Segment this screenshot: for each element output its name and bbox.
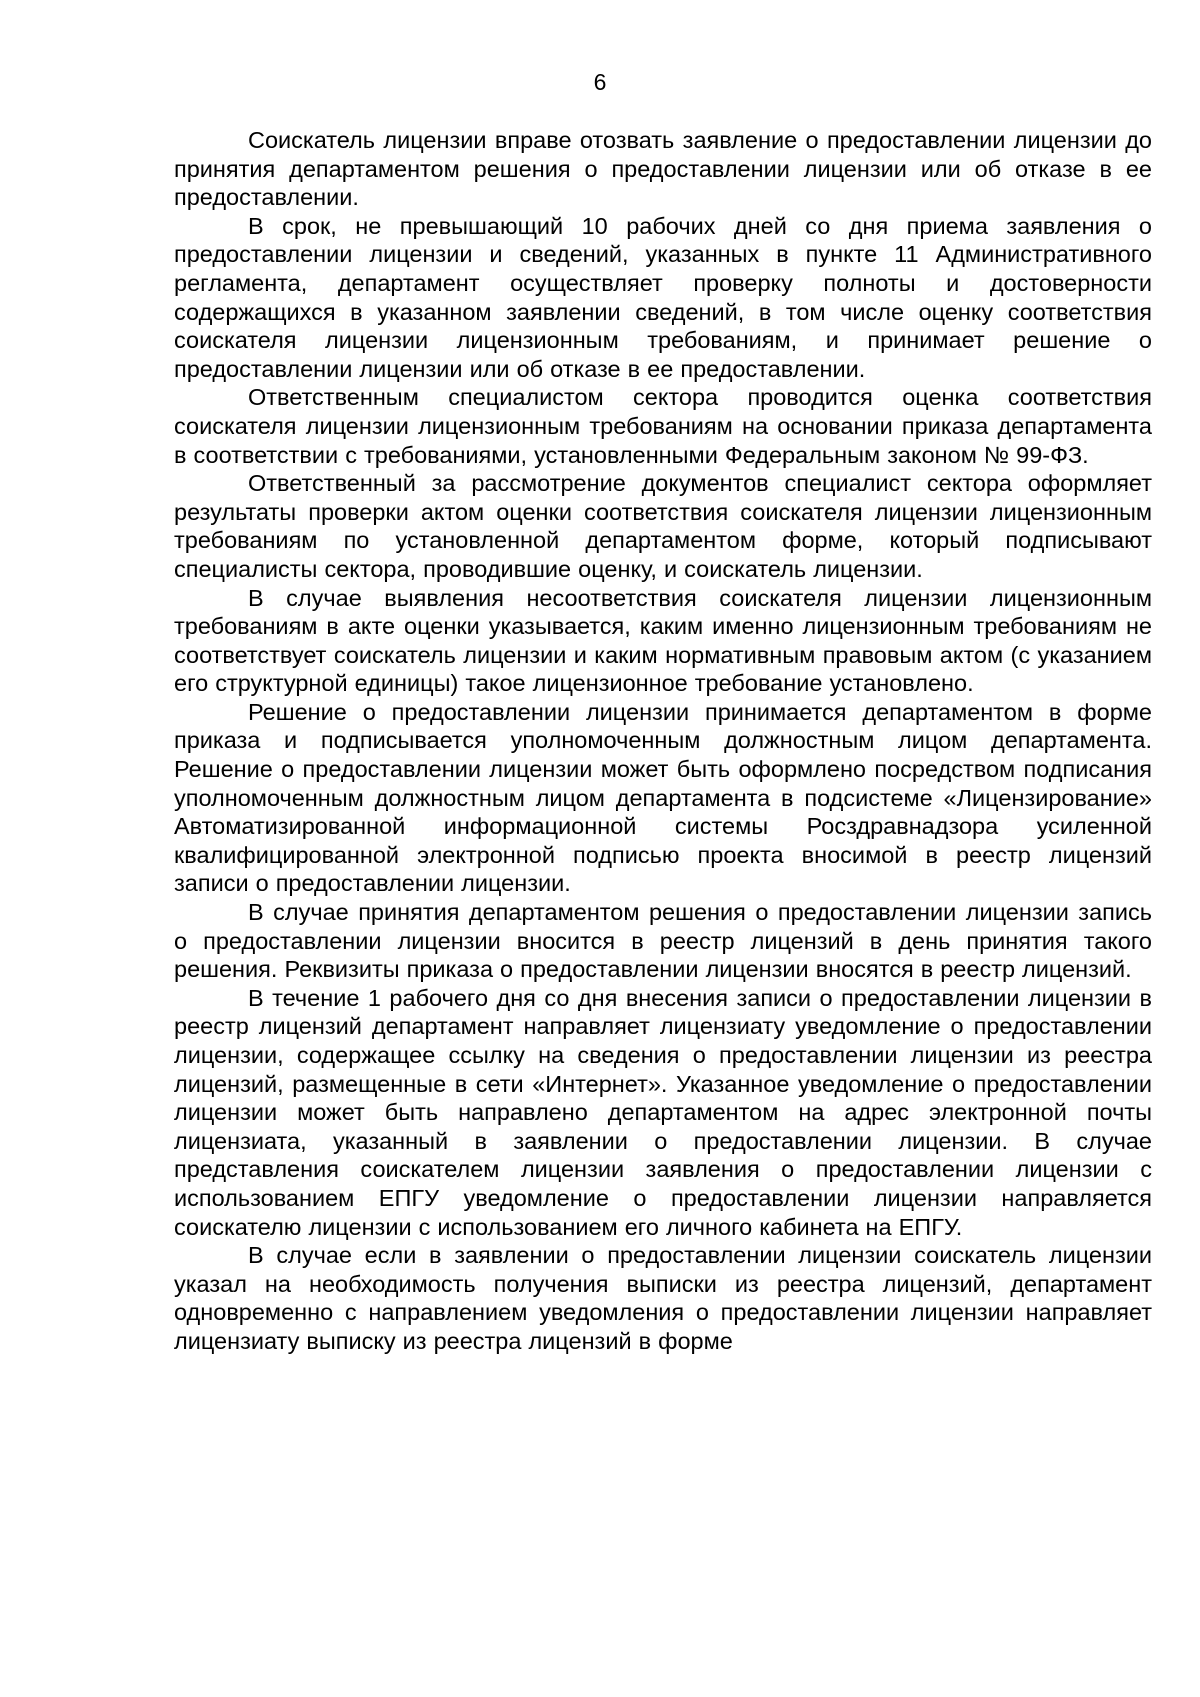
paragraph-assessment: Ответственным специалистом сектора проводится оценка соответствия соискателя лицензии лицензионным требованиям на основании приказа департамента в соответствии с требованиями, установленными Федеральным законом № 99-ФЗ. [174,384,1152,468]
paragraph-registry-entry: В случае принятия департаментом решения о предоставлении лицензии запись о предоставлении лицензии вносится в реестр лицензий в день принятия такого решения. Реквизиты приказа о предоставлении лицензии вносятся в реестр лицензий. [174,899,1152,983]
page-number: 6 [593,69,607,95]
paragraph-notification: В течение 1 рабочего дня со дня внесения записи о предоставлении лицензии в реестр лицензий департамент направляет лицензиату уведомление о предоставлении лицензии, содержащее ссылку на сведения о предоставлении лицензии из реестра лицензий, размещенные в сети «Интернет». Указанное уведомление о предоставлении лицензии может быть направлено департаментом на адрес электронной почты лицензиата, указанный в заявлении о предоставлении лицензии. В случае представления соискателем лицензии заявления о предоставлении лицензии с использованием ЕПГУ уведомление о предоставлении лицензии направляется соискателю лицензии с использованием его личного кабинета на ЕПГУ. [174,984,1152,1240]
paragraph-decision: Решение о предоставлении лицензии принимается департаментом в форме приказа и подписывается уполномоченным должностным лицом департамента. Решение о предоставлении лицензии может быть оформлено посредством подписания уполномоченным должностным лицом департамента в подсистеме «Лицензирование» Автоматизированной информационной системы Росздравнадзора усиленной квалифицированной электронной подписью проекта вносимой в реестр лицензий записи о предоставлении лицензии. [174,698,1152,897]
paragraph-assessment-act: Ответственный за рассмотрение документов специалист сектора оформляет результаты проверки актом оценки соответствия соискателя лицензии лицензионным требованиям по установленной департаментом форме, который подписывают специалисты сектора, проводившие оценку, и соискатель лицензии. [174,470,1152,582]
paragraph-registry-extract: В случае если в заявлении о предоставлении лицензии соискатель лицензии указал на необходимость получения выписки из реестра лицензий, департамент одновременно с направлением уведомления о предоставлении лицензии направляет лицензиату выписку из реестра лицензий в форме [174,1242,1152,1354]
paragraph-review-term: В срок, не превышающий 10 рабочих дней со дня приема заявления о предоставлении лицензии и сведений, указанных в пункте 11 Административного регламента, департамент осуществляет проверку полноты и достоверности содержащихся в указанном заявлении сведений, в том числе оценку соответствия соискателя лицензии лицензионным требованиям, и принимает решение о предоставлении лицензии или об отказе в ее предоставлении. [174,212,1152,382]
paragraph-nonconformity: В случае выявления несоответствия соискателя лицензии лицензионным требованиям в акте оценки указывается, каким именно лицензионным требованиям не соответствует соискатель лицензии и каким нормативным правовым актом (с указанием его структурной единицы) такое лицензионное требование установлено. [174,584,1152,697]
paragraph-withdrawal: Соискатель лицензии вправе отозвать заявление о предоставлении лицензии до принятия департаментом решения о предоставлении лицензии или об отказе в ее предоставлении. [174,127,1152,211]
document-body [174,126,1152,1356]
